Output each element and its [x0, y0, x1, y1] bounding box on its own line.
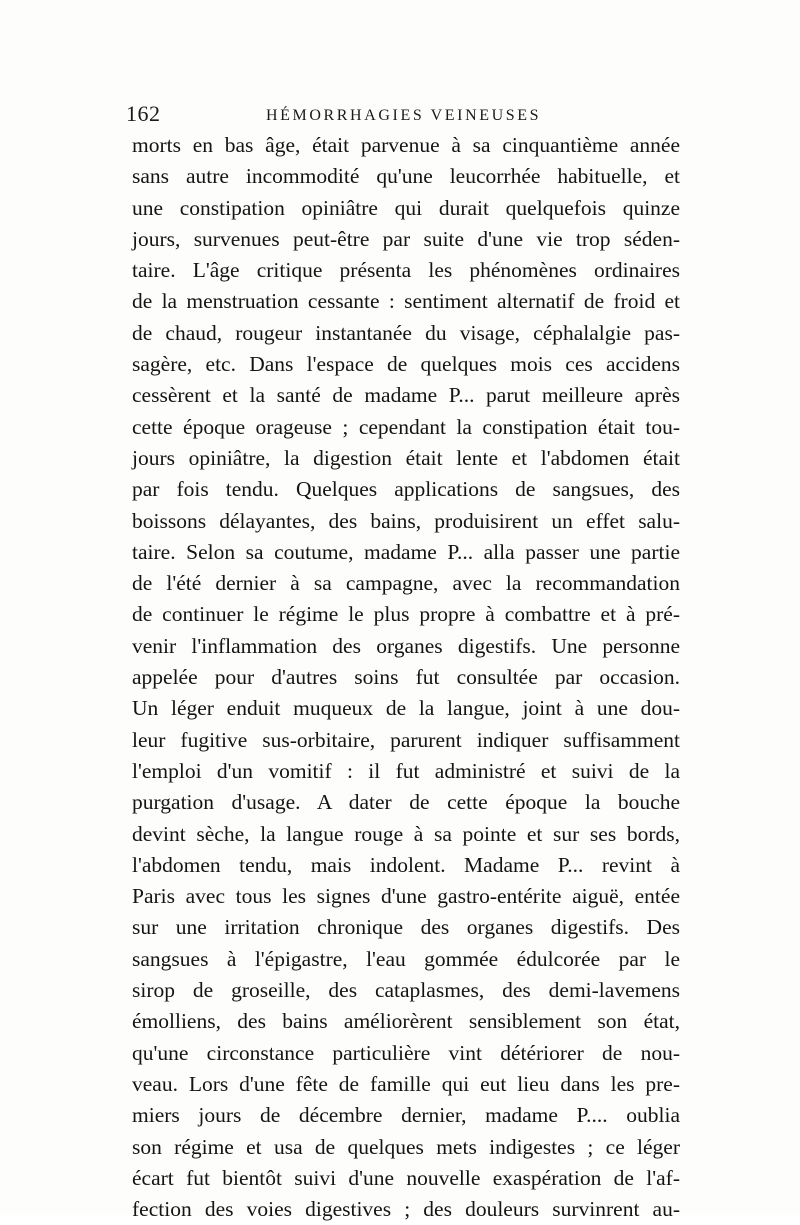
text-line: taire. Selon sa coutume, madame P... alla passer une partie — [132, 539, 680, 564]
running-head: HÉMORRHAGIES VEINEUSES — [266, 107, 542, 124]
text-line: l'emploi d'un vomitif : il fut administré et suivi de la — [132, 758, 680, 783]
text-line: cessèrent et la santé de madame P... parut meilleure après — [132, 383, 680, 408]
body-text — [132, 130, 680, 1225]
text-line: venir l'inflammation des organes digestifs. Une personne — [132, 633, 680, 658]
text-line: devint sèche, la langue rouge à sa pointe et sur ses bords, — [132, 821, 680, 846]
text-line: qu'une circonstance particulière vint détériorer de nou- — [132, 1040, 680, 1065]
text-line: purgation d'usage. A dater de cette époque la bouche — [132, 790, 680, 815]
text-line: fection des voies digestives ; des douleurs survinrent au- — [132, 1197, 680, 1222]
text-line: son régime et usa de quelques mets indigestes ; ce léger — [132, 1134, 680, 1159]
page-number: 162 — [126, 101, 161, 126]
text-line: de continuer le régime le plus propre à combattre et à pré- — [132, 602, 680, 627]
text-line: sur une irritation chronique des organes digestifs. Des — [132, 915, 680, 940]
text-line: écart fut bientôt suivi d'une nouvelle exaspération de l'af- — [132, 1165, 680, 1190]
text-line: une constipation opiniâtre qui durait quelquefois quinze — [132, 195, 680, 220]
text-line: sirop de groseille, des cataplasmes, des demi-lavemens — [132, 978, 680, 1003]
text-line: cette époque orageuse ; cependant la constipation était tou- — [132, 414, 680, 439]
text-line: veau. Lors d'une fête de famille qui eut lieu dans les pre- — [132, 1071, 680, 1096]
text-line: sans autre incommodité qu'une leucorrhée habituelle, et — [132, 164, 680, 189]
text-line: sangsues à l'épigastre, l'eau gommée édulcorée par le — [132, 946, 680, 971]
text-line: leur fugitive sus-orbitaire, parurent indiquer suffisamment — [132, 727, 680, 752]
text-line: boissons délayantes, des bains, produisirent un effet salu- — [132, 508, 680, 533]
text-line: morts en bas âge, était parvenue à sa cinquantième année — [132, 133, 680, 157]
text-line: jours opiniâtre, la digestion était lente et l'abdomen était — [132, 445, 680, 470]
text-line: de chaud, rougeur instantanée du visage, céphalalgie pas- — [132, 320, 680, 345]
text-line: sagère, etc. Dans l'espace de quelques mois ces accidens — [132, 352, 680, 377]
text-line: de l'été dernier à sa campagne, avec la recommandation — [132, 571, 680, 596]
text-line: l'abdomen tendu, mais indolent. Madame P... revint à — [132, 852, 680, 877]
page-header — [126, 100, 686, 132]
text-line: taire. L'âge critique présenta les phénomènes ordinaires — [132, 258, 680, 283]
text-line: de la menstruation cessante : sentiment alternatif de froid et — [132, 289, 680, 314]
text-line: jours, survenues peut-être par suite d'une vie trop séden- — [132, 226, 680, 251]
text-line: par fois tendu. Quelques applications de sangsues, des — [132, 477, 680, 502]
text-line: Paris avec tous les signes d'une gastro-entérite aiguë, entée — [132, 884, 680, 909]
text-line: Un léger enduit muqueux de la langue, joint à une dou- — [132, 696, 680, 721]
text-line: miers jours de décembre dernier, madame P.... oublia — [132, 1103, 680, 1128]
text-line: émolliens, des bains améliorèrent sensiblement son état, — [132, 1009, 680, 1034]
text-line: appelée pour d'autres soins fut consultée par occasion. — [132, 665, 680, 690]
